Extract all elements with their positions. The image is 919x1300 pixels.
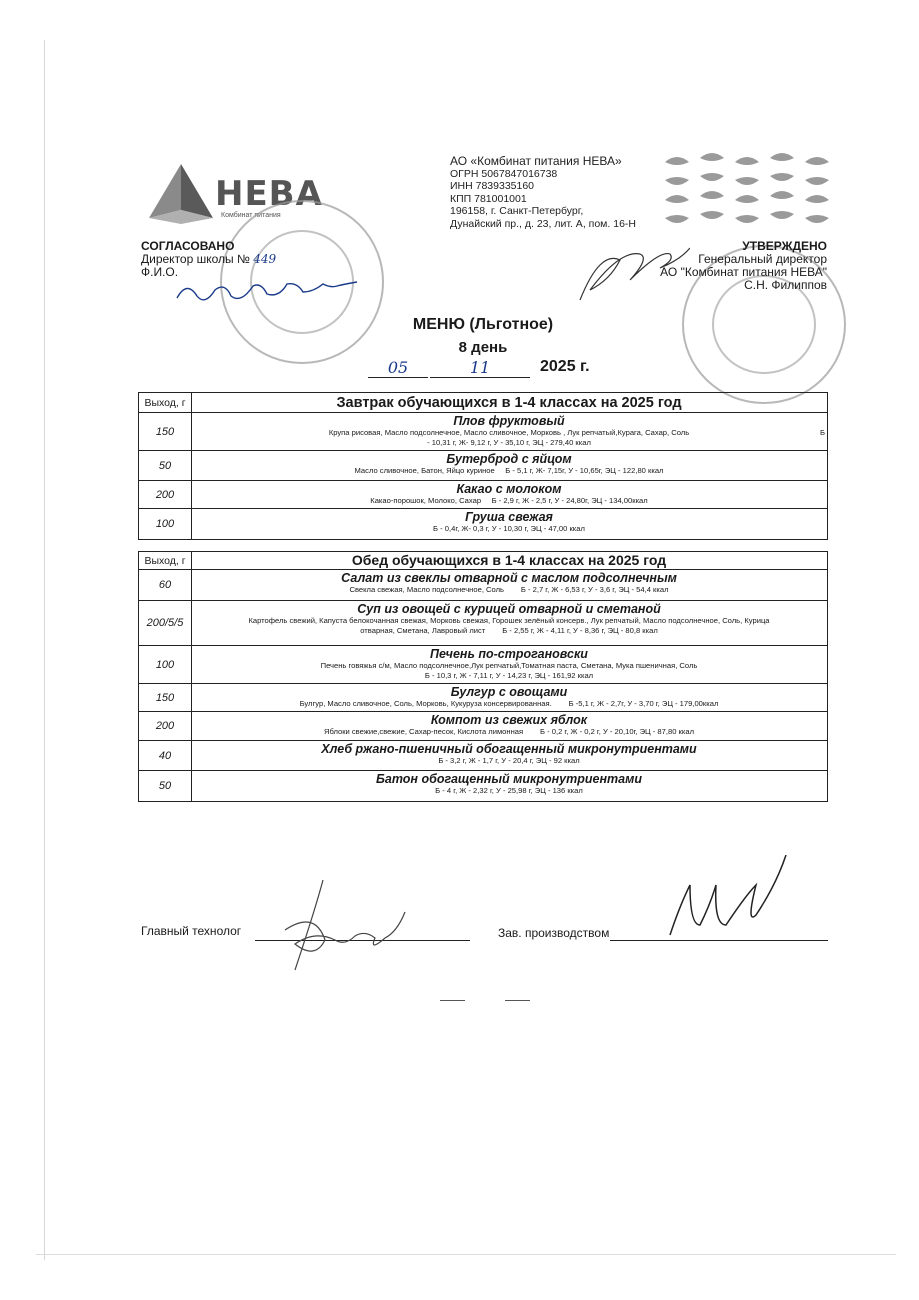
dish-ingredients: Свекла свежая, Масло подсолнечное, Соль Б - 2,7 г, Ж - 6,53 г, У - 3,6 г, ЭЦ - 54,4 ккал bbox=[349, 585, 669, 594]
lunch-table bbox=[138, 551, 828, 802]
decorative-wave-pattern bbox=[660, 150, 835, 230]
dish-ingredients: Картофель свежий, Капуста белокочанная свежая, Морковь свежая, Горошек зелёный консерв., Лук репчатый, Масло подсолнечное, Соль, Курица bbox=[248, 616, 770, 625]
output-value: 200 bbox=[139, 481, 192, 508]
dash-mark bbox=[440, 1000, 465, 1001]
technologist-label: Главный технолог bbox=[141, 924, 242, 938]
dish-ingredients: Яблоки свежие,свежие, Сахар-песок, Кислота лимонная Б - 0,2 г, Ж - 0,2 г, У - 20,10г, ЭЦ - 87,80 ккал bbox=[323, 727, 695, 736]
dish-name: Суп из овощей с курицей отварной и сметаной bbox=[357, 602, 661, 616]
pyramid-icon bbox=[145, 160, 217, 226]
approved-label: УТВЕРЖДЕНО bbox=[742, 239, 827, 253]
dish-name: Булгур с овощами bbox=[450, 685, 568, 699]
dish-name: Плов фруктовый bbox=[453, 414, 565, 428]
table-row bbox=[139, 413, 827, 451]
dish-name: Какао с молоком bbox=[456, 482, 562, 496]
dish-nutrition: - 10,31 г, Ж- 9,12 г, У - 35,10 г, ЭЦ - 279,40 ккал bbox=[427, 437, 591, 447]
table-header-row bbox=[139, 552, 827, 570]
dish-cell bbox=[191, 712, 827, 740]
agreed-fio-label: Ф.И.О. bbox=[141, 265, 179, 279]
dish-ingredients: Крупа рисовая, Масло подсолнечное, Масло сливочное, Морковь , Лук репчатый,Курага, Сахар, Соль Б bbox=[328, 428, 825, 437]
approved-position: Генеральный директор bbox=[698, 252, 827, 266]
dish-name: Салат из свеклы отварной с маслом подсолнечным bbox=[341, 571, 677, 585]
lunch-title: Обед обучающихся в 1-4 классах на 2025 год bbox=[351, 552, 667, 568]
dish-ingredients: Печень говяжья с/м, Масло подсолнечное,Лук репчатый,Томатная паста, Сметана, Мука пшеничная, Соль bbox=[320, 661, 698, 670]
output-value: 150 bbox=[139, 413, 192, 450]
agreed-label: СОГЛАСОВАНО bbox=[141, 239, 235, 253]
production-signature bbox=[660, 855, 810, 950]
dish-cell bbox=[191, 646, 827, 683]
table-row bbox=[139, 712, 827, 741]
dish-nutrition: Б - 4 г, Ж - 2,32 г, У - 25,98 г, ЭЦ - 136 ккал bbox=[435, 786, 583, 795]
output-column-header: Выход, г bbox=[139, 393, 192, 412]
date-year: 2025 г. bbox=[540, 358, 590, 375]
dish-cell bbox=[191, 570, 827, 600]
dish-name: Батон обогащенный микронутриентами bbox=[376, 772, 642, 786]
dish-cell bbox=[191, 771, 827, 801]
table-row bbox=[139, 601, 827, 646]
dish-name: Хлеб ржано-пшеничный обогащенный микронутриентами bbox=[321, 742, 697, 756]
table-row bbox=[139, 684, 827, 712]
date-month: 11 bbox=[430, 358, 530, 378]
dish-cell bbox=[191, 741, 827, 770]
table-row bbox=[139, 451, 827, 481]
menu-title: МЕНЮ (Льготное) bbox=[412, 316, 554, 333]
breakfast-table bbox=[138, 392, 828, 540]
output-value: 60 bbox=[139, 570, 192, 600]
output-column-header: Выход, г bbox=[139, 552, 192, 569]
dash-mark bbox=[505, 1000, 530, 1001]
breakfast-title: Завтрак обучающихся в 1-4 классах на 2025 год bbox=[336, 395, 682, 411]
dish-ingredients: Масло сливочное, Батон, Яйцо куриное Б - 5,1 г, Ж- 7,15г, У - 10,65г, ЭЦ - 122,80 ккал bbox=[354, 466, 664, 475]
director-general-signature bbox=[570, 240, 690, 310]
agreed-position: Директор школы № 449 bbox=[141, 252, 277, 266]
dish-cell bbox=[191, 684, 827, 711]
company-info bbox=[450, 155, 636, 231]
dish-cell bbox=[191, 413, 827, 450]
dish-cell bbox=[191, 509, 827, 539]
technologist-signature bbox=[255, 870, 415, 975]
table-row bbox=[139, 481, 827, 509]
logo-name: НЕВА bbox=[215, 174, 323, 214]
output-value: 150 bbox=[139, 684, 192, 711]
company-address-1: 196158, г. Санкт-Петербург, bbox=[450, 205, 584, 218]
output-value: 100 bbox=[139, 646, 192, 683]
approved-name: С.Н. Филиппов bbox=[744, 278, 827, 292]
output-value: 50 bbox=[139, 451, 192, 480]
table-row bbox=[139, 646, 827, 684]
dish-cell bbox=[191, 481, 827, 508]
dish-name: Бутерброд с яйцом bbox=[446, 452, 572, 466]
output-value: 100 bbox=[139, 509, 192, 539]
company-address-2: Дунайский пр., д. 23, лит. А, пом. 16-Н bbox=[450, 217, 636, 230]
production-label: Зав. производством bbox=[498, 926, 610, 940]
dish-name: Печень по-строгановски bbox=[430, 647, 588, 661]
dish-ingredients: Какао-порошок, Молоко, Сахар Б - 2,9 г, Ж - 2,5 г, У - 24,80г, ЭЦ - 134,00ккал bbox=[370, 496, 648, 505]
dish-ingredients-cont: отварная, Сметана, Лавровый лист Б - 2,55 г, Ж - 4,11 г, У - 8,36 г, ЭЦ - 80,8 ккал bbox=[360, 625, 658, 635]
page-edge-left bbox=[44, 40, 45, 1260]
table-header-row bbox=[139, 393, 827, 413]
output-value: 50 bbox=[139, 771, 192, 801]
dish-nutrition: Б - 0,4г, Ж- 0,3 г, У - 10,30 г, ЭЦ - 47,00 ккал bbox=[433, 524, 585, 533]
company-kpp: КПП 781001001 bbox=[450, 192, 527, 205]
company-name: АО «Комбинат питания НЕВА» bbox=[450, 154, 622, 168]
dish-nutrition: Б - 3,2 г, Ж - 1,7 г, У - 20,4 г, ЭЦ - 92 ккал bbox=[438, 756, 580, 765]
approved-org: АО "Комбинат питания НЕВА" bbox=[660, 265, 827, 279]
logo-subtitle: Комбинат питания bbox=[221, 212, 281, 219]
page-edge-bottom bbox=[36, 1254, 896, 1255]
output-value: 200/5/5 bbox=[139, 601, 192, 645]
table-row bbox=[139, 509, 827, 539]
table-row bbox=[139, 771, 827, 801]
dish-name: Компот из свежих яблок bbox=[430, 713, 588, 727]
dish-cell bbox=[191, 601, 827, 645]
output-value: 200 bbox=[139, 712, 192, 740]
school-number: 449 bbox=[253, 252, 277, 266]
dish-cell bbox=[191, 451, 827, 480]
table-row bbox=[139, 741, 827, 771]
dish-nutrition: Б - 10,3 г, Ж - 7,11 г, У - 14,23 г, ЭЦ - 161,92 ккал bbox=[424, 670, 594, 680]
agreed-block bbox=[141, 240, 276, 279]
output-value: 40 bbox=[139, 741, 192, 770]
dish-name: Груша свежая bbox=[465, 510, 553, 524]
date-day: 05 bbox=[368, 358, 428, 378]
menu-day: 8 день bbox=[458, 339, 508, 356]
director-signature bbox=[175, 278, 365, 308]
company-ogrn: ОГРН 5067847016738 bbox=[450, 167, 558, 180]
company-inn: ИНН 7839335160 bbox=[450, 180, 535, 193]
table-row bbox=[139, 570, 827, 601]
dish-ingredients: Булгур, Масло сливочное, Соль, Морковь, Кукуруза консервированная. Б -5,1 г, Ж - 2,7г, У - 3,70 г, ЭЦ - 179,00ккал bbox=[299, 699, 719, 708]
